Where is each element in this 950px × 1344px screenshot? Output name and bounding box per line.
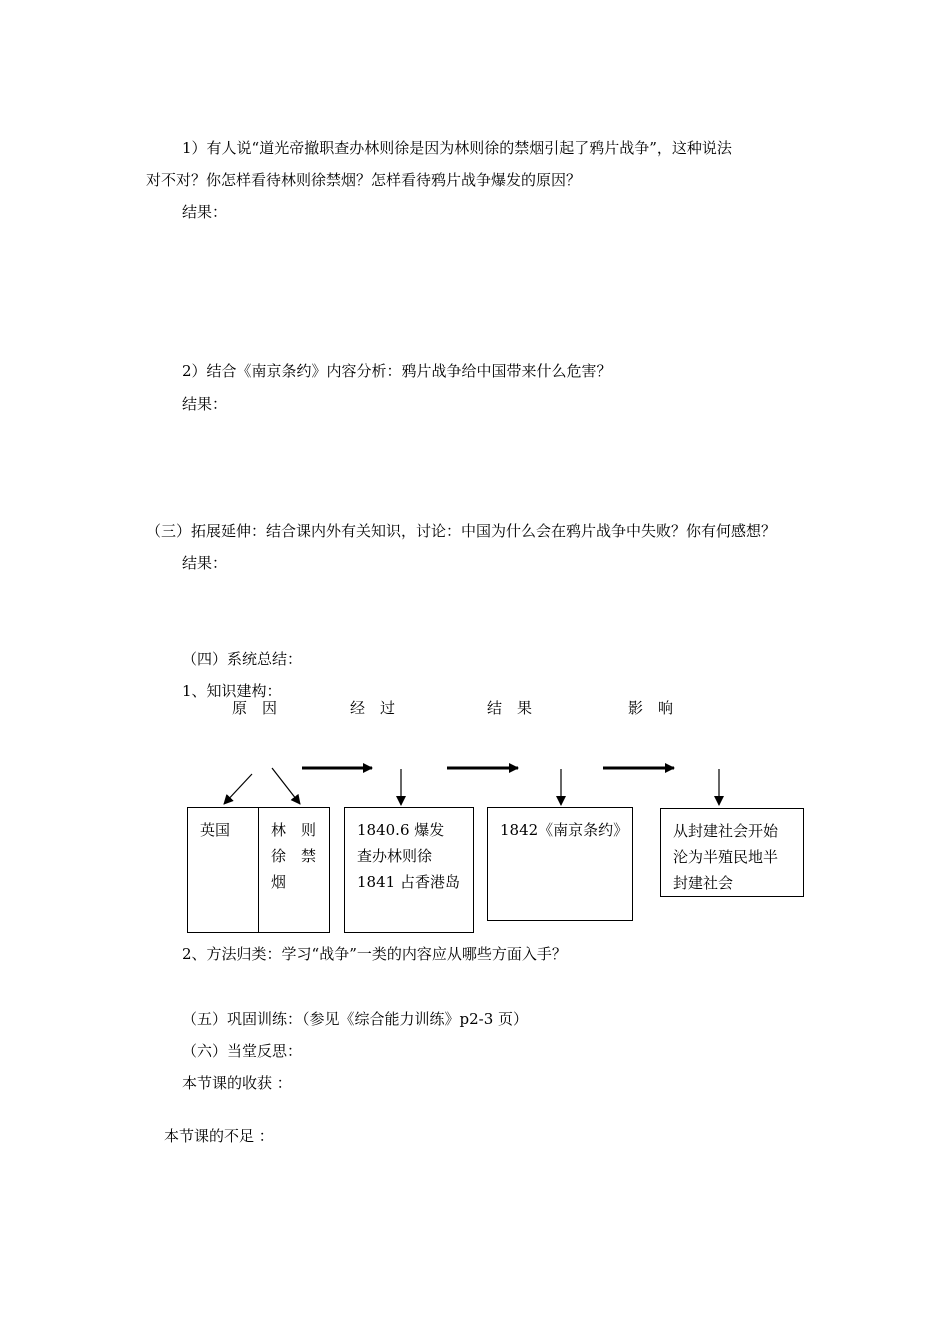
section3-line1: （三）拓展延伸：结合课内外有关知识，讨论：中国为什么会在鸦片战争中失败？你有何感想？ [146,522,777,540]
q1-result-label: 结果： [182,203,228,221]
section6-title: （六）当堂反思： [182,1042,303,1060]
box-impact-text: 从封建社会开始 沦为半殖民地半 封建社会 [673,822,779,892]
header-cause: 原 因 [232,699,278,717]
header-process: 经 过 [350,699,396,717]
box-lin-zexu-text: 林 则 徐 禁 烟 [271,821,317,891]
header-result: 结 果 [487,699,533,717]
box-impact [660,808,804,897]
q1-line2: 对不对？你怎样看待林则徐禁烟？怎样看待鸦片战争爆发的原因？ [146,171,582,189]
section3-result-label: 结果： [182,554,228,572]
box-result-text: 1842《南京条约》 [500,821,629,839]
header-impact: 影 响 [628,699,674,717]
box-result [487,807,633,921]
box-lin-zexu [258,807,330,933]
method-heading: 2、方法归类：学习“战争”一类的内容应从哪些方面入手？ [182,945,567,963]
section4-title: （四）系统总结： [182,650,303,668]
q1-line1: 1）有人说“道光帝撤职查办林则徐是因为林则徐的禁烟引起了鸦片战争”，这种说法 [182,139,732,157]
q2-result-label: 结果： [182,395,228,413]
reflection-gain: 本节课的收获 ： [182,1074,292,1092]
section-5: （五）巩固训练：（参见《综合能力训练》p2-3 页） [182,1010,529,1028]
box-britain-text: 英国 [200,821,231,839]
arrow-to-lin [272,768,300,804]
reflection-lack: 本节课的不足 ： [164,1127,274,1145]
q2-line1: 2）结合《南京条约》内容分析：鸦片战争给中国带来什么危害？ [182,362,612,380]
box-process [344,807,474,933]
arrow-to-britain [224,774,252,804]
box-britain [187,807,260,933]
box-process-text: 1840.6 爆发 查办林则徐 1841 占香港岛 [357,821,460,891]
knowledge-heading: 1、知识建构： [182,682,282,700]
